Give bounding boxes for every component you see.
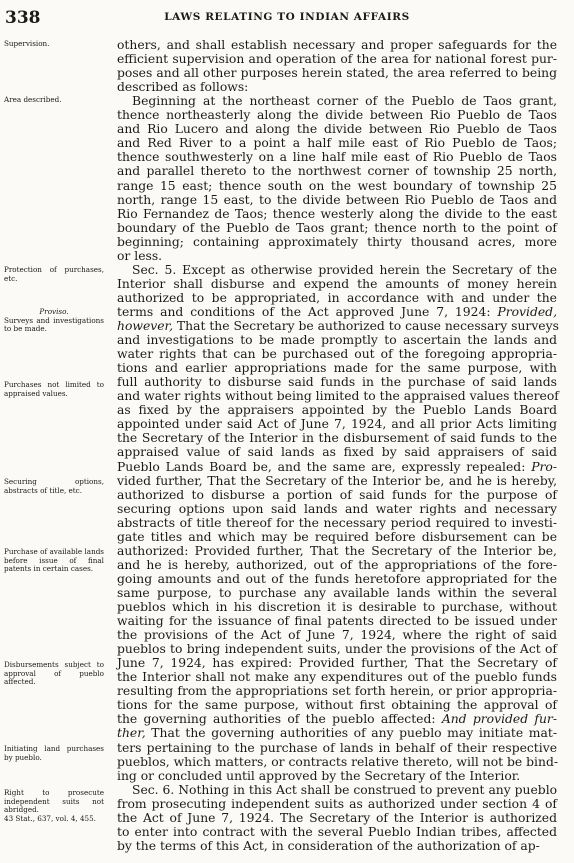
margin-note: Supervision. — [4, 39, 50, 48]
text-line: waiting for the issuance of final patents directed to be issued under — [117, 614, 557, 629]
text-line: full authority to disburse said funds in the purchase of said lands — [117, 375, 557, 390]
text-line: the Interior shall not make any expenditures out of the pueblo funds — [117, 670, 557, 685]
text-line: authorized to disburse a portion of said funds for the purpose of — [117, 487, 557, 502]
text-line: by the terms of this Act, in consideration of the authorization of ap- — [117, 838, 540, 853]
text-line: and parallel thereto to the northwest corner of township 25 north, — [117, 164, 557, 179]
text-line: the governing authorities of the pueblo affected: And provided fur- — [117, 712, 557, 727]
text-line: boundary of the Pueblo de Taos grant; thence north to the point of — [117, 220, 557, 235]
text-line: the Act of June 7, 1924. The Secretary of the Interior is authorized — [117, 810, 557, 825]
text-line: Rio Fernandez de Taos; thence westerly along the divide to the east — [117, 206, 557, 221]
text-line: thence northeasterly along the divide between Rio Pueblo de Taos — [117, 108, 557, 123]
text-line: and investigations to be made promptly to ascertain the lands and — [117, 333, 557, 348]
text-line: efficient supervision and operation of the area for national forest pur- — [117, 52, 557, 67]
text-line: ing or concluded until approved by the Secretary of the Interior. — [117, 768, 521, 783]
text-line: Pueblo Lands Board be, and the same are, expressly repealed: Pro- — [117, 459, 557, 474]
text-line: poses and all other purposes herein stated, the area referred to being — [117, 66, 557, 81]
text-line: thence southwesterly on a line half mile east of Rio Pueblo de Taos — [117, 150, 557, 165]
text-line: and water rights without being limited to the appraised values thereof — [117, 389, 559, 404]
text-line: Interior shall disburse and expend the amounts of money herein — [117, 276, 557, 291]
text-line: others, and shall establish necessary and proper safeguards for the — [117, 38, 557, 52]
text-line: beginning; containing approximately thirty thousand acres, more — [117, 234, 557, 249]
text-line: however, That the Secretary be authorized to cause necessary surveys — [117, 319, 559, 333]
text-line: authorized to be appropriated, in accordance with and under the — [117, 290, 557, 305]
text-line: tions for the same purpose, without first obtaining the approval of — [117, 698, 557, 713]
margin-note: Initiating land purchases by pueblo. — [4, 744, 104, 762]
text-line: Sec. 6. Nothing in this Act shall be construed to prevent any pueblo — [132, 782, 558, 797]
text-line: resulting from the appropriations set forth herein, or prior appropria- — [117, 684, 557, 699]
proviso-label: Proviso. — [39, 307, 69, 316]
text-line: going amounts and out of the funds heretofore appropriated for the — [117, 571, 557, 586]
margin-note: Area described. — [4, 95, 62, 104]
text-line: terms and conditions of the Act approved June 7, 1924: Provided, — [117, 304, 557, 319]
text-line: the provisions of the Act of June 7, 1924, where the right of said — [117, 628, 557, 643]
text-line: tions and earlier appropriations made for the same purpose, with — [117, 361, 557, 376]
text-line: pueblos which in his discretion it is desirable to purchase, without — [117, 600, 557, 614]
text-line: appointed under said Act of June 7, 1924, and all prior Acts limiting — [117, 417, 557, 432]
text-line: range 15 east; thence south on the west boundary of township 25 — [117, 178, 557, 193]
margin-note: Securing options, abstracts of title, etc. — [4, 477, 104, 495]
text-line: water rights that can be purchased out of the foregoing appropria- — [117, 347, 557, 362]
text-line: and Red River to a point a half mile east of Rio Pueblo de Taos; — [117, 136, 557, 151]
text-line: Beginning at the northeast corner of the Pueblo de Taos grant, — [132, 94, 557, 109]
text-line: and he is hereby, authorized, out of the appropriations of the fore- — [117, 557, 557, 572]
margin-note: Purchase of available lands before issue of final patents in certain cases. — [4, 547, 104, 574]
text-line: the Secretary of the Interior in the disbursement of said funds to the — [117, 431, 557, 446]
text-line: to enter into contract with the several Pueblo Indian tribes, affected — [117, 824, 557, 839]
text-line: Sec. 5. Except as otherwise provided herein the Secretary of the — [132, 262, 557, 277]
text-line: and Rio Lucero and along the divide between Rio Pueblo de Taos — [117, 122, 557, 137]
text-line: abstracts of title thereof for the necessary period required to investi- — [117, 515, 557, 530]
text-line: June 7, 1924, has expired: Provided further, That the Secretary of — [117, 656, 557, 671]
margin-note: Right to prosecute independent suits not abridged. 43 Stat., 637, vol. 4, 455. — [4, 788, 104, 824]
text-line: or less. — [117, 248, 163, 263]
text-line: pueblos, which matters, or contracts relative thereto, will not be bind- — [117, 754, 559, 769]
text-line: gate titles and which may be required before disbursement can be — [117, 529, 557, 544]
text-line: north, range 15 east, to the divide between Rio Pueblo de Taos and — [117, 192, 557, 207]
text-line: securing options upon said lands and water rights and necessary — [117, 501, 557, 516]
text-line: ther, That the governing authorities of any pueblo may initiate mat- — [117, 726, 557, 741]
text-line: appraised value of said lands as fixed by said appraisers of said — [117, 445, 557, 460]
text-line: authorized: Provided further, That the Secretary of the Interior be, — [117, 543, 557, 558]
margin-note: Purchases not limited to appraised values. — [4, 380, 104, 398]
text-line: as fixed by the appraisers appointed by the Pueblo Lands Board — [117, 403, 557, 418]
text-line: from prosecuting independent suits as authorized under section 4 of — [117, 796, 557, 811]
text-line: same purpose, to purchase any available lands within the several — [117, 585, 557, 600]
text-line: vided further, That the Secretary of the Interior be, and he is hereby, — [117, 473, 557, 488]
text-line: described as follows: — [117, 80, 249, 95]
page-number: 338 — [5, 8, 41, 28]
margin-note: Proviso. Surveys and investigations to be made. — [4, 307, 104, 334]
text-line: ters pertaining to the purchase of lands in behalf of their respective — [117, 740, 557, 755]
statute-reference: 43 Stat., 637, vol. 4, 455. — [4, 814, 96, 824]
running-head: LAWS RELATING TO INDIAN AFFAIRS — [164, 11, 410, 23]
text-line: pueblos to bring independent suits, under the provisions of the Act of — [117, 642, 557, 657]
margin-note: Protection of purchases, etc. — [4, 265, 104, 283]
page-header — [0, 6, 574, 28]
margin-note: Disbursements subject to approval of pueblo affected. — [4, 660, 104, 687]
